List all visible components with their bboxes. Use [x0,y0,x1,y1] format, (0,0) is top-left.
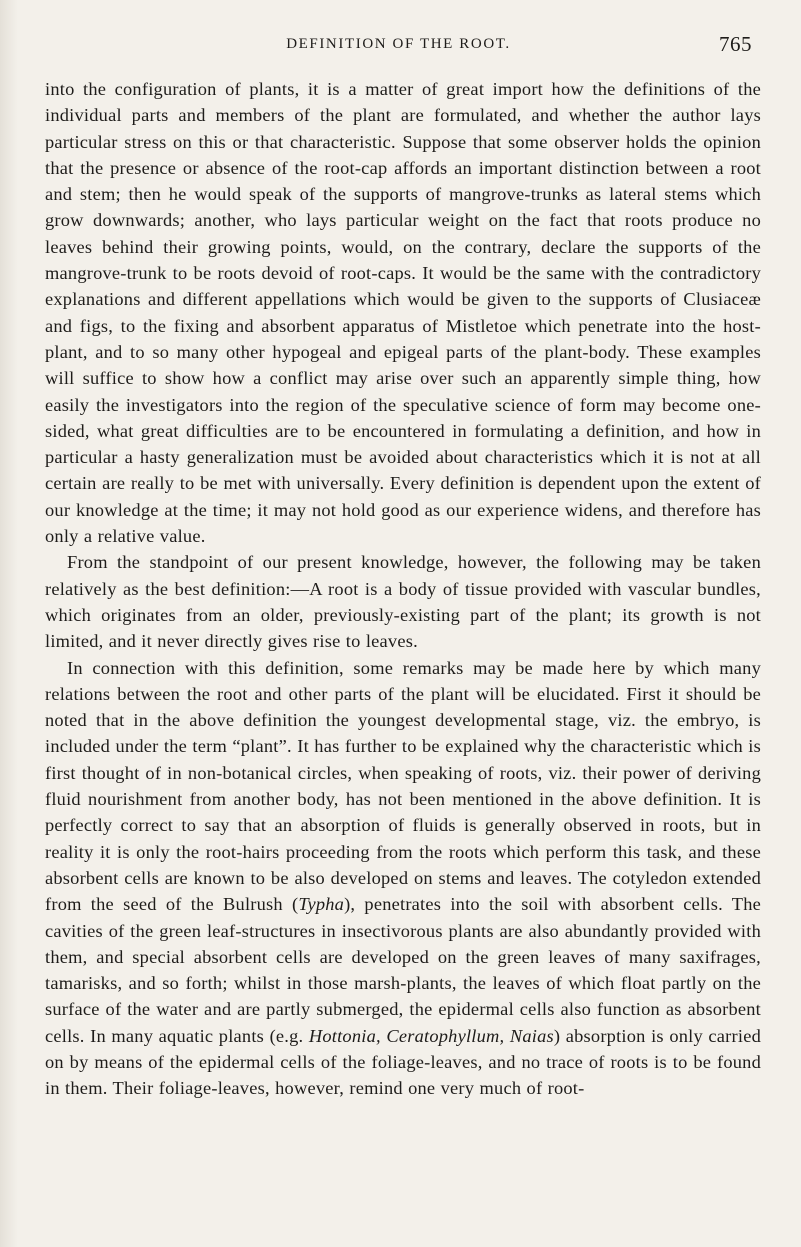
page-number: 765 [719,32,752,56]
paragraph-remarks-part-1: In connection with this definition, some remarks may be made here by which many relations between the root and other parts of the plant will be elucidated. First it should be noted that in the above definition the youngest developmental stage, viz. the embryo, is included under the term “plant”. It has further to be explained why the characteristic which is first thought of in non-botanical circles, when speaking of roots, viz. their power of deriving fluid nourishment from another body, has not been mentioned in the above definition. It is perfectly correct to say that an absorption of fluids is generally observed in roots, but in reality it is only the root-hairs proceeding from the roots which perform this task, and these absorbent cells are known to be also developed on stems and leaves. The cotyledon extended from the seed of the Bulrush ( [45,657,761,915]
paragraph-remarks-part-2: ), penetrates into the soil with absorbent cells. The cavities of the green leaf-structures in insectivorous plants are also abundantly provided with them, and special absorbent cells are developed on the green leaves of many saxifrages, tamarisks, and so forth; whilst in those marsh-plants, the leaves of which float partly on the surface of the water and are partly submerged, the epidermal cells also function as absorbent cells. In many aquatic plants (e.g. [45,894,762,1046]
scan-edge-shadow [0,0,18,1247]
body-text [45,76,761,1102]
running-title: DEFINITION OF THE ROOT. [286,36,511,52]
paragraph-remarks [45,655,761,1102]
paragraph-remarks-part-3: ) absorption is only carried on by means of the epidermal cells of the foliage-leaves, and no trace of roots is to be found in them. Their foliage-leaves, however, remind one very much of root- [45,1025,761,1099]
typha-italic: Typha [298,894,345,915]
aquatic-genera-italic: Hottonia, Ceratophyllum, Naias [308,1025,554,1046]
running-header [45,32,752,58]
paragraph-continued: into the configuration of plants, it is a matter of great import how the definitions of the individual parts and members of the plant are formulated, and whether the author lays particular stress on this or that characteristic. Suppose that some observer holds the opinion that the presence or absence of the root-cap affords an important distinction between a root and stem; then he would speak of the supports of mangrove-trunks as lateral stems which grow downwards; another, who lays particular weight on the fact that roots produce no leaves behind their growing points, would, on the contrary, declare the supports of the mangrove-trunk to be roots devoid of root-caps. It would be the same with the contradictory explanations and different appellations which would be given to the supports of Clusiaceæ and figs, to the fixing and absorbent apparatus of Mistletoe which penetrate into the host-plant, and to so many other hypogeal and epigeal parts of the plant-body. These examples will suffice to show how a conflict may arise over such an apparently simple thing, how easily the investigators into the region of the speculative science of form may become one-sided, what great difficulties are to be encountered in formulating a definition, and how in particular a hasty generalization must be avoided about characteristics which it is not at all certain are really to be met with universally. Every definition is dependent upon the extent of our knowledge at the time; it may not hold good as our experience widens, and therefore has only a relative value. [45,79,761,547]
paragraph-definition: From the standpoint of our present knowledge, however, the following may be taken relatively as the best definition:—A root is a body of tissue provided with vascular bundles, which originates from an older, previously-existing part of the plant; its growth is not limited, and it never directly gives rise to leaves. [45,552,761,652]
